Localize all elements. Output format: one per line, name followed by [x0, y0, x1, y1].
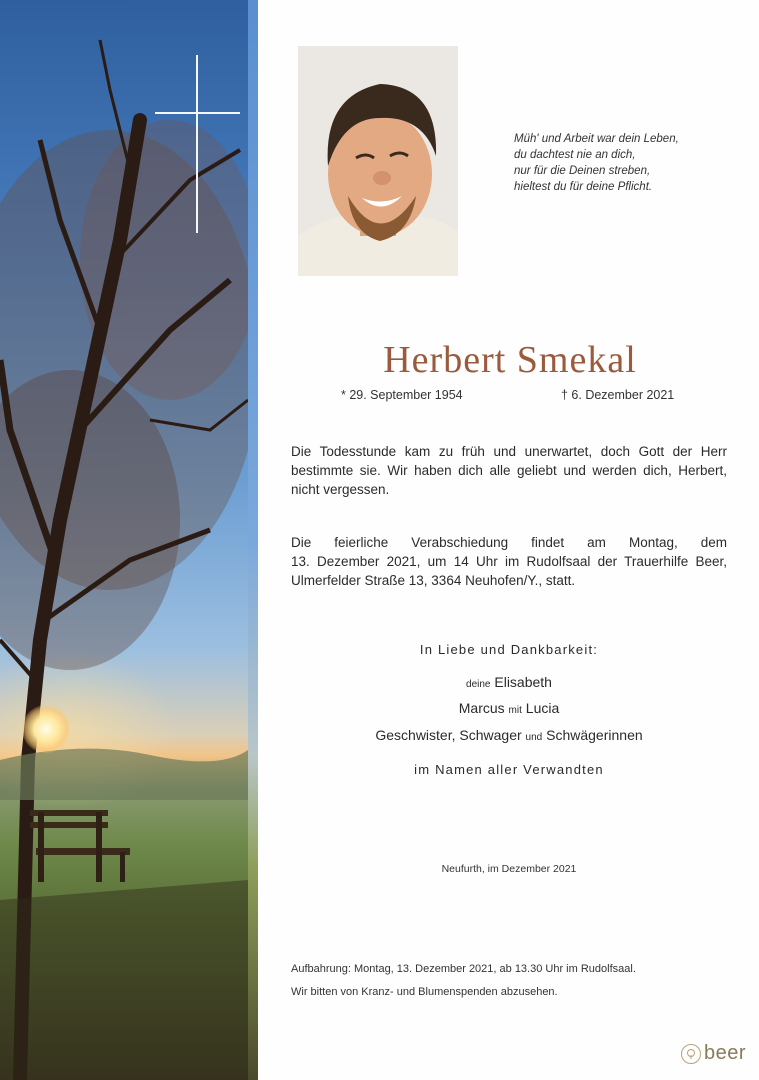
mourner-line-2 — [291, 700, 727, 716]
mourner-name: Marcus — [458, 700, 505, 716]
sun — [22, 705, 70, 753]
poem — [514, 131, 744, 195]
mourners-heading: In Liebe und Dankbarkeit: — [419, 642, 599, 657]
mourner-connector: und — [525, 732, 543, 743]
mourner-name: Elisabeth — [494, 674, 552, 690]
paragraph-line: Die feierliche Verabschiedung findet am Montag, dem — [291, 535, 727, 550]
birth-date: * 29. September 1954 — [341, 388, 463, 402]
logo-text: beer — [704, 1042, 747, 1064]
mourner-name: Geschwister, Schwager — [375, 727, 522, 743]
photo-edge-strip — [248, 0, 258, 1080]
mourner-line-1 — [291, 674, 727, 690]
poem-line: du dachtest nie an dich, — [514, 149, 636, 161]
aufbahrung-note: Aufbahrung: Montag, 13. Dezember 2021, ab 13.30 Uhr im Rudolfsaal. — [291, 963, 636, 975]
donation-note: Wir bitten von Kranz- und Blumenspenden abzusehen. — [291, 986, 558, 998]
mourner-line-3 — [291, 727, 727, 743]
place-date: Neufurth, im Dezember 2021 — [441, 863, 577, 875]
poem-line: Müh' und Arbeit war dein Leben, — [514, 133, 679, 145]
tree-logo-icon — [681, 1044, 701, 1064]
mourner-name: Lucia — [525, 700, 560, 716]
tree-illustration — [0, 0, 248, 1080]
paragraph-line: nicht vergessen. — [291, 482, 390, 497]
ceremony-paragraph — [291, 533, 727, 590]
mourner-connector: mit — [508, 705, 522, 716]
cross-vertical — [196, 55, 198, 233]
portrait-photo — [298, 46, 458, 276]
mourner-connector: deine — [466, 679, 491, 690]
condolence-paragraph — [291, 442, 727, 499]
memorial-photo-panel — [0, 0, 248, 1080]
beer-logo — [681, 1042, 746, 1065]
cross-horizontal — [155, 112, 240, 114]
death-date: † 6. Dezember 2021 — [561, 388, 675, 402]
paragraph-line: bestimmte sie. Wir haben dich alle geliebt und werden dich, Herbert, — [291, 463, 727, 478]
mourner-name: Schwägerinnen — [546, 727, 643, 743]
deceased-name: Herbert Smekal — [383, 339, 637, 381]
relatives-line: im Namen aller Verwandten — [414, 762, 604, 777]
paragraph-line: Ulmerfelder Straße 13, 3364 Neuhofen/Y., statt. — [291, 573, 576, 588]
paragraph-line: 13. Dezember 2021, um 14 Uhr im Rudolfsaal der Trauerhilfe Beer, — [291, 554, 727, 569]
paragraph-line: Die Todesstunde kam zu früh und unerwartet, doch Gott der Herr — [291, 444, 727, 459]
poem-line: hieltest du für deine Pflicht. — [514, 181, 653, 193]
poem-line: nur für die Deinen streben, — [514, 165, 651, 177]
